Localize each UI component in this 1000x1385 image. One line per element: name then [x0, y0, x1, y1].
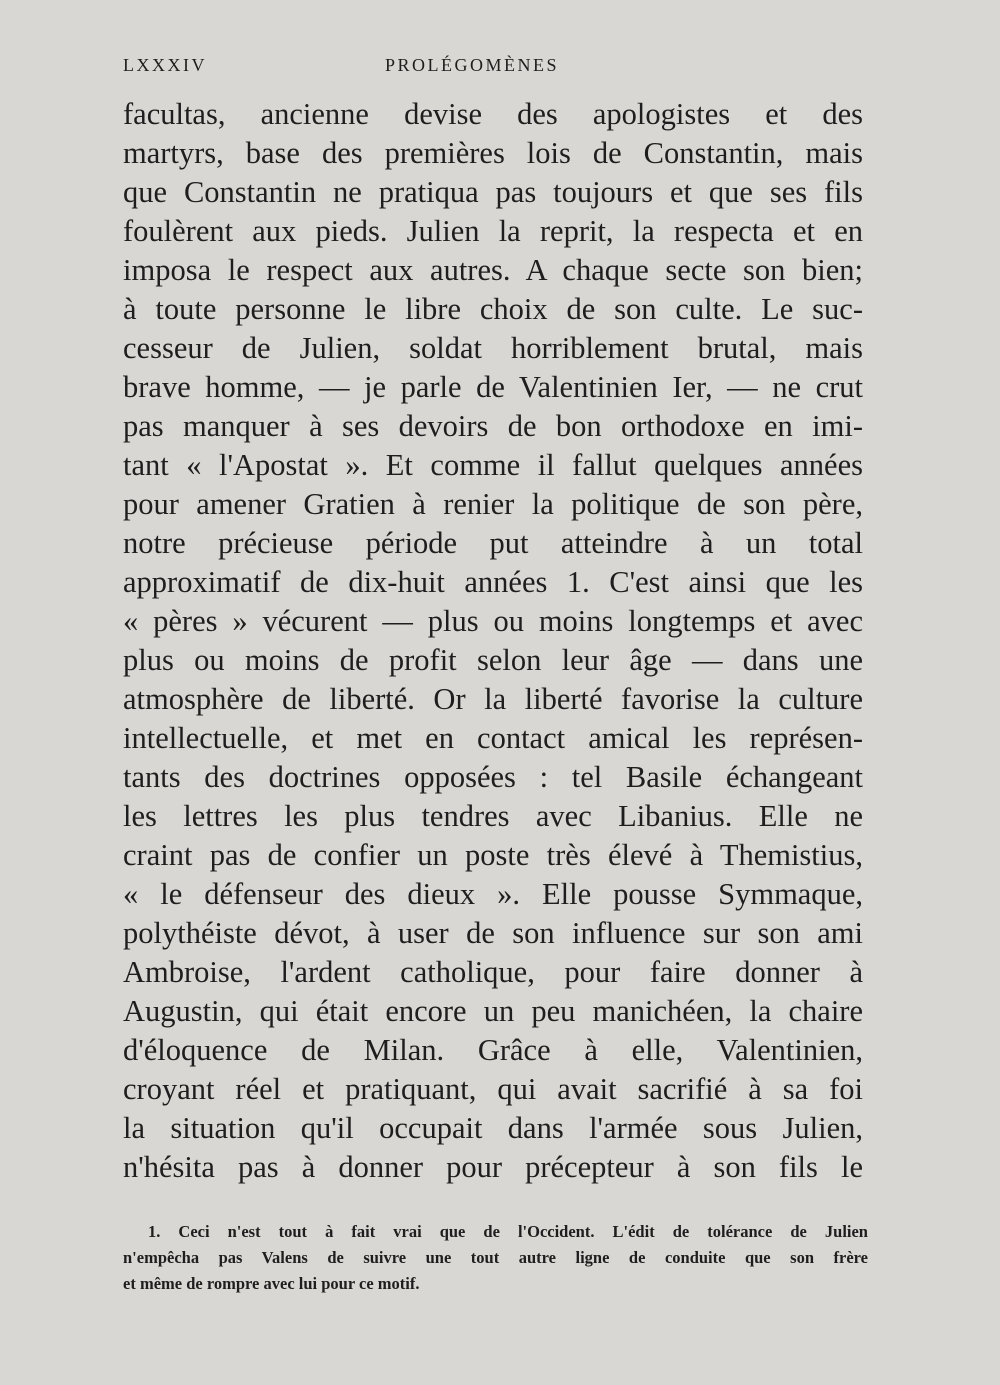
- body-line: craint pas de confier un poste très élevé à Themistius,: [123, 838, 863, 872]
- footnote-line: 1. Ceci n'est tout à fait vrai que de l'Occident. L'édit de tolérance de Julien: [148, 1222, 868, 1241]
- body-line: croyant réel et pratiquant, qui avait sacrifié à sa foi: [123, 1072, 863, 1106]
- footnote-line: n'empêcha pas Valens de suivre une tout autre ligne de conduite que son frère: [123, 1248, 868, 1267]
- body-line: intellectuelle, et met en contact amical les représen-: [123, 721, 863, 755]
- body-text: [123, 95, 863, 1187]
- footnote-line: et même de rompre avec lui pour ce motif.: [123, 1274, 420, 1293]
- body-line: imposa le respect aux autres. A chaque secte son bien;: [123, 253, 863, 287]
- body-line: notre précieuse période put atteindre à un total: [123, 526, 863, 560]
- body-line: martyrs, base des premières lois de Constantin, mais: [123, 136, 863, 170]
- body-line: plus ou moins de profit selon leur âge — dans une: [123, 643, 863, 677]
- body-line: « pères » vécurent — plus ou moins longtemps et avec: [123, 604, 863, 638]
- body-line: atmosphère de liberté. Or la liberté favorise la culture: [123, 682, 863, 716]
- body-line: facultas, ancienne devise des apologistes et des: [123, 97, 863, 131]
- body-line: d'éloquence de Milan. Grâce à elle, Valentinien,: [123, 1033, 863, 1067]
- body-line: pas manquer à ses devoirs de bon orthodoxe en imi-: [123, 409, 863, 443]
- page-number: LXXXIV: [123, 55, 207, 75]
- body-line: tants des doctrines opposées : tel Basile échangeant: [123, 760, 863, 794]
- body-line: n'hésita pas à donner pour précepteur à son fils le: [123, 1150, 863, 1184]
- body-line: pour amener Gratien à renier la politique de son père,: [123, 487, 863, 521]
- running-head: [123, 55, 863, 85]
- body-line: foulèrent aux pieds. Julien la reprit, la respecta et en: [123, 214, 863, 248]
- body-line: les lettres les plus tendres avec Libanius. Elle ne: [123, 799, 863, 833]
- body-line: polythéiste dévot, à user de son influence sur son ami: [123, 916, 863, 950]
- body-line: tant « l'Apostat ». Et comme il fallut quelques années: [123, 448, 863, 482]
- body-line: Ambroise, l'ardent catholique, pour faire donner à: [123, 955, 863, 989]
- body-line: « le défenseur des dieux ». Elle pousse Symmaque,: [123, 877, 863, 911]
- body-line: que Constantin ne pratiqua pas toujours et que ses fils: [123, 175, 863, 209]
- body-line: brave homme, — je parle de Valentinien Ier, — ne crut: [123, 370, 863, 404]
- footnotes: [123, 1219, 868, 1297]
- running-title: PROLÉGOMÈNES: [385, 55, 560, 75]
- body-line: approximatif de dix-huit années 1. C'est ainsi que les: [123, 565, 863, 599]
- body-line: Augustin, qui était encore un peu manichéen, la chaire: [123, 994, 863, 1028]
- body-line: la situation qu'il occupait dans l'armée sous Julien,: [123, 1111, 863, 1145]
- body-line: à toute personne le libre choix de son culte. Le suc-: [123, 292, 863, 326]
- body-line: cesseur de Julien, soldat horriblement brutal, mais: [123, 331, 863, 365]
